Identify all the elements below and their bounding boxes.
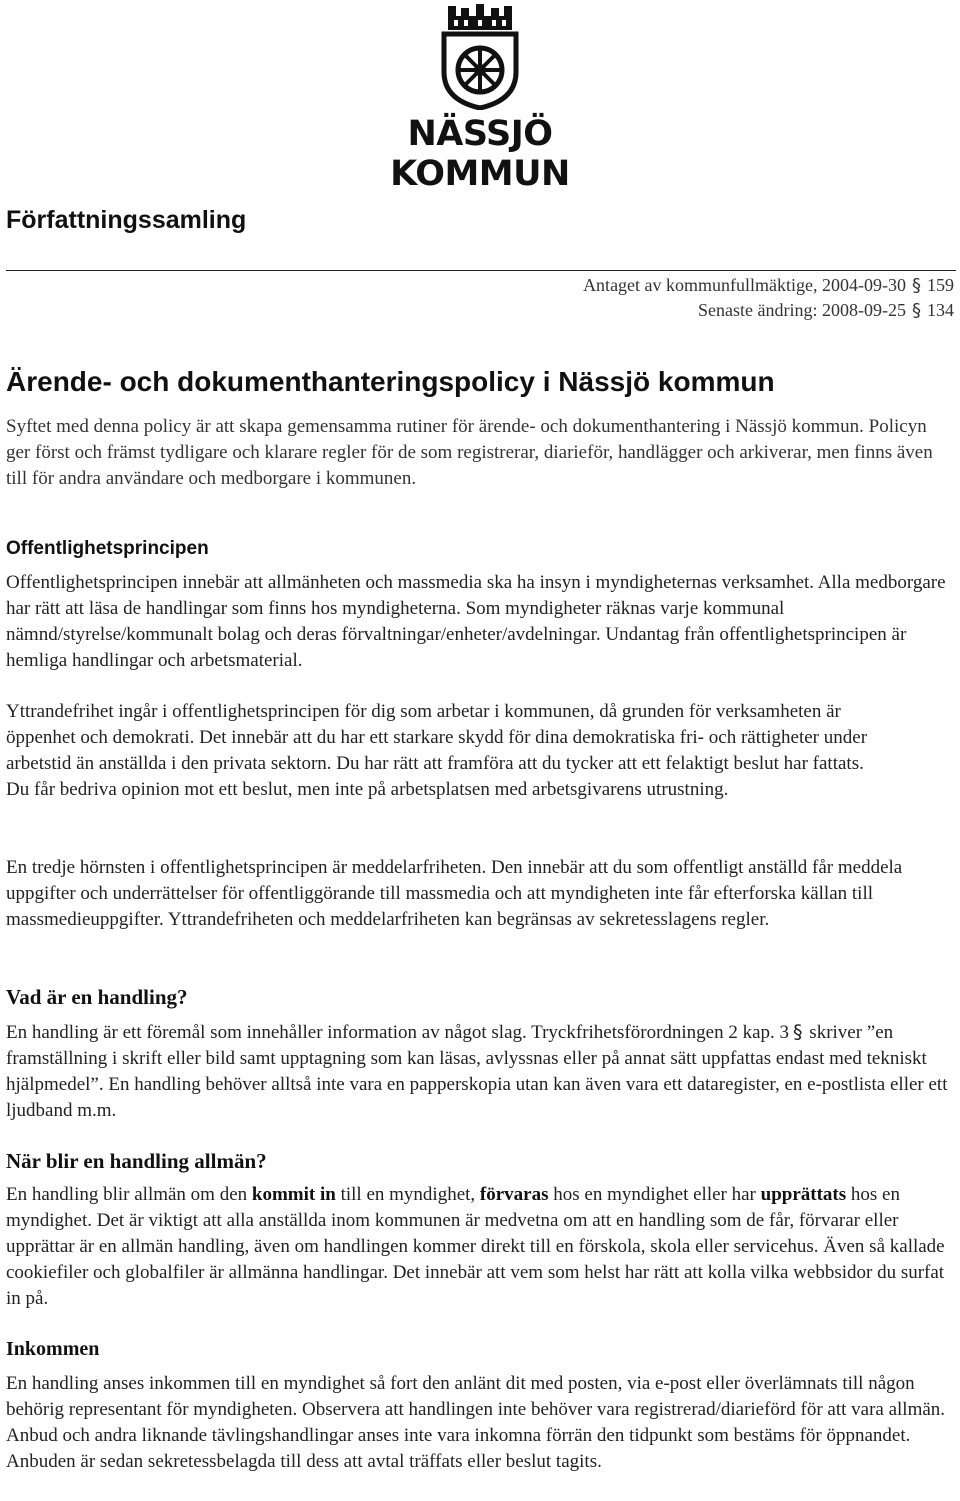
adopted-line bbox=[583, 274, 954, 297]
section-sign-icon: § bbox=[912, 275, 921, 296]
emphasis: kommit in bbox=[251, 1184, 336, 1205]
paragraph: Yttrandefrihet ingår i offentlighetsprincipen för dig som arbetar i kommunen, då grunden för verksamheten är öppenhet och demokrati. Det innebär att du har ett starkare skydd för dina demokratiska fri- och rättigheter under arbetstid än anställda i den privata sektorn. Du har rätt att framföra att du tycker att ett felaktigt beslut har fattats. Du får bedriva opinion mot ett beslut, men inte på arbetsplatsen med arbetsgivarens utrustning. bbox=[6, 701, 868, 800]
municipality-logo bbox=[330, 2, 630, 194]
paragraph: Offentlighetsprincipen innebär att allmänheten och massmedia ska ha insyn i myndigheternas verksamhet. Alla medborgare har rätt att läsa de handlingar som finns hos myndigheterna. Som myndigheter räknas varje kommunal nämnd/styrelse/kommunalt bolag och deras förvaltningar/enheter/avdelningar. Undantag från offentlighetsprincipen är hemliga handlingar och arbetsmaterial. bbox=[6, 572, 946, 671]
paragraph: En handling är ett föremål som innehåller information av något slag. Tryckfrihetsförordningen 2 kap. 3 § skriver ”en framställning i skrift eller bild samt upptagning som kan läsas, avlyssnas eller på annat sätt uppfattas endast med tekniskt hjälpmedel”. En handling behöver alltså inte vara en papperskopia utan kan även vara ett dataregister, en e-postlista eller ett ljudband m.m. bbox=[6, 1021, 948, 1121]
heading-offentlighetsprincipen: Offentlighetsprincipen bbox=[6, 538, 209, 559]
section-sign-icon: § bbox=[793, 1021, 803, 1043]
emphasis: förvaras bbox=[479, 1184, 549, 1205]
amended-line bbox=[698, 299, 954, 322]
heading-nar-blir-en-handling-allman: När blir en handling allmän? bbox=[6, 1149, 267, 1173]
amended-label: Senaste ändring: 2008-09-25 bbox=[698, 300, 906, 320]
adopted-label: Antaget av kommunfullmäktige, 2004-09-30 bbox=[583, 275, 906, 295]
collection-title: Författningssamling bbox=[6, 206, 247, 234]
header-divider bbox=[6, 270, 956, 271]
heading-inkommen: Inkommen bbox=[6, 1338, 100, 1360]
section-sign-icon: § bbox=[912, 300, 921, 321]
paragraph: En handling blir allmän om den kommit in till en myndighet, förvaras hos en myndighet eller har upprättats hos en myndighet. Det är viktigt att alla anställda inom kommunen är medvetna om att en handling som de får, förvarar eller upprättar är en allmän handling, även om handlingen kommer direkt till en förskola, skola eller servicehus. Även så kallade cookiefiler och globalfiler är allmänna handlingar. Det innebär att vem som helst har rätt att kolla vilka webbsidor du surfat in på. bbox=[6, 1184, 945, 1309]
intro-paragraph: Syftet med denna policy är att skapa gemensamma rutiner för ärende- och dokumenthantering i Nässjö kommun. Policyn ger först och främst tydligare och klarare regler för de som registrerar, diarieför, handlägger och arkiverar, men finns även till för andra användare och medborgare i kommunen. bbox=[6, 416, 933, 489]
coat-of-arms-icon bbox=[430, 2, 530, 110]
adopted-section: 159 bbox=[927, 275, 954, 295]
amended-section: 134 bbox=[927, 300, 954, 320]
emphasis: upprättats bbox=[760, 1184, 847, 1205]
paragraph: En tredje hörnsten i offentlighetsprincipen är meddelarfriheten. Den innebär att du som offentligt anställd får meddela uppgifter och underrättelser för offentliggörande till massmedia och att myndigheten inte får efterforska källan till massmedieuppgifter. Yttrandefriheten och meddelarfriheten kan begränsas av sekretesslagens regler. bbox=[6, 857, 903, 930]
paragraph: En handling anses inkommen till en myndighet så fort den anlänt dit med posten, via e-post eller överlämnats till någon behörig representant för myndigheten. Observera att handlingen inte behöver vara registrerad/diarieförd för att vara allmän. Anbud och andra liknande tävlingshandlingar anses inte vara inkomna förrän den tidpunkt som bestäms för öppnandet. Anbuden är sedan sekretessbelagda till dess att avtal träffats eller beslut tagits. bbox=[6, 1373, 946, 1472]
logo-wordmark: NÄSSJÖ KOMMUN bbox=[390, 114, 570, 194]
document-title: Ärende- och dokumenthanteringspolicy i Nässjö kommun bbox=[6, 366, 775, 397]
heading-vad-ar-en-handling: Vad är en handling? bbox=[6, 985, 188, 1009]
